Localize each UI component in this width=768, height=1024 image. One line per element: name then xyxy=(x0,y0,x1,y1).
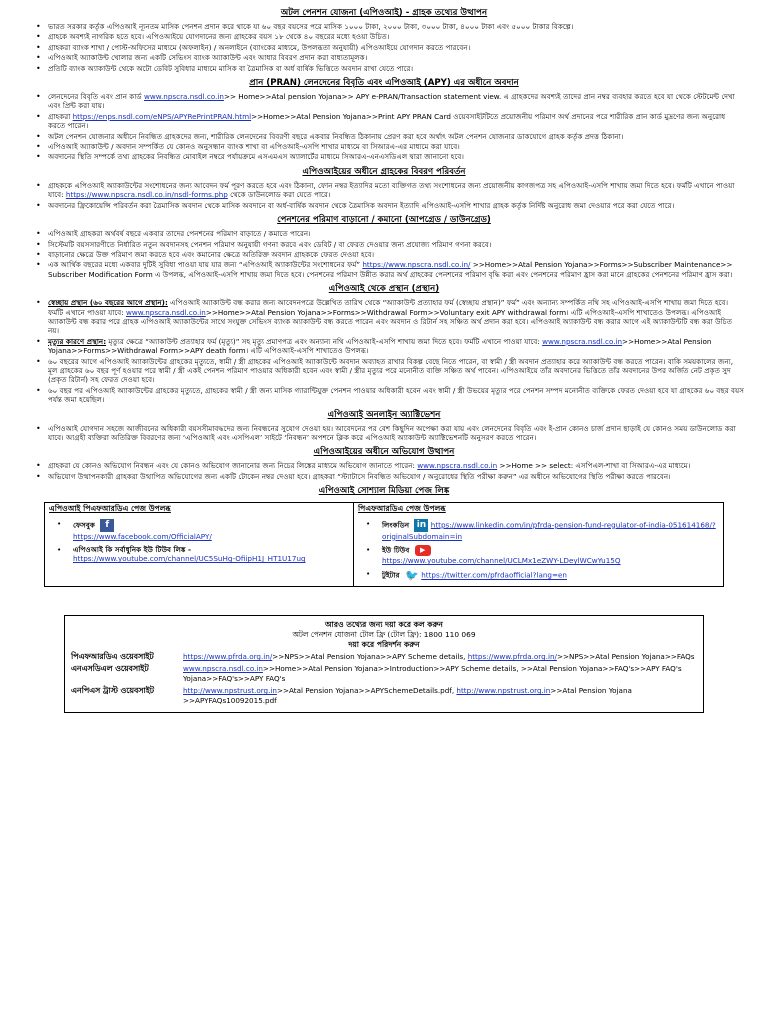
list-item: • গ্রাহককে এপিওআই অ্যাকাউন্টের সংশোধনের জন্য আবেদন ফর্ম পূরণ করতে হবে এবং ঠিকানা, ফোন নম্বর ইত্যাদির মতো ব্যক্তিগত তথ্য সংশোধনের জন্য প্রয়োজনীয় কাগজপত্র সহ এপিওআই-এসপি শাখায় জমা দিতে হবে। ফর্মটি এখানে পাওয়া যাবে: https://www.npscra.nsdl.co.in/nsdl-forms.php থেকে ডাউনলোড করা যেতে পারে। xyxy=(48,181,744,200)
nsdl-forms-link[interactable]: https://www.npscra.nsdl.co.in/nsdl-forms.php xyxy=(65,190,228,200)
nps-trust-website-row: এনপিএস ট্রাস্ট ওয়েবসাইট http://www.npstrust.org.in>>Atal Pension Yojana>>APYSchemeDetails.pdf, http://www.npstrust.org.in>>Atal Pension Yojana >>APYFAQs10092015.pdf xyxy=(71,686,632,706)
social-links-table xyxy=(44,502,724,587)
section-title-social: এপিওআই সোশ্যাল মিডিয়া পেজ লিঙ্ক xyxy=(318,486,450,497)
list-item: • এপিওআই যোগদান সহজে আজীবনের অধিকারী বয়সসীমাবদ্ধদের জন্য নিবন্ধনের সুযোগ দেওয়া হয়। আবেদনের পর বেশ কিছুদিন অপেক্ষা করা যায় এবং লেনদেনের বিবৃতি এবং ই-প্রান কোনও চার্জ প্রদান ছাড়াই যে কোনও সময় ডাউনলোড করা যাবে। আগ্রহী ব্যক্তিরা অতিরিক্ত বিবরণের জন্য ‘এপিওআই এবং এসপিএল’ সাইটে ‘নিবন্ধন’ অপশনে ক্লিক করে এপিওআই অ্যাকাউন্ট অ্যাক্টিভেশনটি অনুসরণ করতে পারেন। xyxy=(48,424,744,443)
section-title-grievance: এপিওআইয়ের অধীনে অভিযোগ উত্থাপন xyxy=(313,447,455,458)
section-title-exit: এপিওআই থেকে প্রস্থান (প্রস্থান) xyxy=(328,284,440,295)
npstrust-faq-link[interactable]: http://www.npstrust.org.in xyxy=(456,686,551,696)
pfrda-website-row: পিএফআরডিএ ওয়েবসাইট https://www.pfrda.org.in/>>NPS>>Atal Pension Yojana>>APY Scheme details, https://www.pfrda.org.in/>>NPS>>Atal Pension Yojana>>FAQs xyxy=(71,652,695,662)
linkedin-label: লিংকডিন xyxy=(382,520,410,530)
grievance-list xyxy=(24,461,744,481)
twitter-link[interactable]: https://twitter.com/pfrdaofficial?lang=en xyxy=(421,570,567,580)
list-item: • প্রতিটি ব্যাংক অ্যাকাউন্ট থেকে অটো ডেবিট সুবিধার মাধ্যমে মাসিক বা ত্রৈমাসিক বা অর্ধ বার্ষিক ভিত্তিতে অবদান রাখা যেতে পারে। xyxy=(48,64,744,73)
contact-box xyxy=(64,615,704,713)
list-item: • এপিওআই অ্যাকাউন্ট / অবদান সম্পর্কিত যে কোনও অনুসন্ধান ব্যাংক শাখা বা এপিওআই-এসপি শাখার মাধ্যমে বা সিআরএ-এর মাধ্যমে করা যাবে। xyxy=(48,142,744,151)
facebook-item xyxy=(49,519,349,541)
nsdl-website-label: এনএসডিএল ওয়েবসাইট xyxy=(71,664,149,674)
npscra-death-form-link[interactable]: www.npscra.nsdl.co.in xyxy=(542,336,623,346)
details-change-list xyxy=(24,181,744,210)
list-item: • অবদানের স্থিতি সম্পর্কে তথ্য গ্রাহকের নিবন্ধিত মোবাইল নম্বরে পর্যায়ক্রমে এসএমএস অ্যালার্টের মাধ্যমে সিআরএ-এনএসডিএল দ্বারা জানানো হবে। xyxy=(48,152,744,161)
pfrda-social-cell xyxy=(354,503,724,587)
toll-free-number: অটল পেনশন যোজনা টোল ফ্রি (টোল ফ্রি): 1800 110 069 xyxy=(292,630,476,640)
youtube-pfrda-label: ইউ টিউব xyxy=(382,545,410,555)
npscra-link[interactable]: www.npscra.nsdl.co.in xyxy=(144,92,224,102)
npscra-withdrawal-link[interactable]: www.npscra.nsdl.co.in xyxy=(125,307,206,317)
pfrda-website-label: পিএফআরডিএ ওয়েবসাইট xyxy=(71,652,154,662)
list-item: • অবদানের ফ্রিকোয়েন্সি পরিবর্তন করা ত্রৈমাসিক অবদান থেকে মাসিক অবদানে বা অর্ধ-বার্ষিক অবদান থেকে ত্রৈমাসিক অবদান ইত্যাদি এপিওআই-এসপি শাখার গ্রাহক কর্তৃক নির্দিষ্ট অনুরোধ জমা দেওয়ার পরে করা যেতে পারে। xyxy=(48,201,744,210)
youtube-icon: ▶ xyxy=(415,545,431,556)
npscra-grievance-link[interactable]: www.npscra.nsdl.co.in xyxy=(417,461,498,471)
online-activation-list xyxy=(24,424,744,443)
npstrust-link[interactable]: http://www.npstrust.org.in xyxy=(183,686,277,696)
list-item: • সিস্টেমটি বয়সসারণীতে নির্ধারিত নতুন অবদানসহ পেনশন পরিমাণ অনুযায়ী গণনা করবে এবং ডেবিট / বা ফেরত দেওয়ার জন্য প্রযোজ্য পরিমাণ গণনা করবে। xyxy=(48,240,744,249)
npscra-home-link[interactable]: https://www.npscra.nsdl.co.in/ xyxy=(362,260,471,270)
section-title-details-change: এপিওআইয়ের অধীনে গ্রাহকের বিবরণ পরিবর্তন xyxy=(302,166,466,177)
list-item: • গ্রাহকরা যে কোনও অভিযোগ নিবন্ধন এবং যে কোনও অভিযোগ জানানোর জন্য নিচের লিঙ্কের মাধ্যমে অভিযোগ জানাতে পারেন: www.npscra.nsdl.co.in >>Home >> select: এসপিএল-শাখা বা সিআরএ-এর মাধ্যমে। xyxy=(48,461,744,470)
list-item: • স্বেচ্ছায় প্রস্থান (৬০ বছরের আগে প্রস্থান): এপিওআই অ্যাকাউন্ট বন্ধ করার জন্য আবেদনপত্রে উল্লেখিত তারিখ থেকে “অ্যাকাউন্ট প্রত্যাহার ফর্ম (স্বেচ্ছায় প্রস্থান)” ফর্ম” এবং অন্যান্য সম্পর্কিত নথি সহ এপিওআই-এসপি শাখায় জমা দিতে হবে। ফর্মটি এখানে পাওয়া যাবে: www.npscra.nsdl.co.in>>Home>>Atal Pension Yojana>>Forms>>Withdrawal Form>>Voluntary exit APY withdrawal form। এটি এপিওআই-এসপি শাখাতেও উপলব্ধ। এপিওআই অ্যাকাউন্ট বন্ধ করার পরে গ্রাহক এপিওআই অ্যাকাউন্টের সাথে সংযুক্ত সেভিংস ব্যাংক অ্যাকাউন্ট বন্ধ করতে পারেন এবং অবদান ও রিটার্ন সহ সঞ্চিত অর্থ প্রদান করা হবে। এপিওআই অ্যাকাউন্ট বন্ধ করার আগে এই অ্যাকাউন্টটি বন্ধ করা উচিত নয়। xyxy=(48,298,744,336)
nsdl-link[interactable]: www.npscra.nsdl.co.in xyxy=(183,664,263,674)
nps-trust-website-label: এনপিএস ট্রাস্ট ওয়েবসাইট xyxy=(71,686,155,696)
linkedin-link[interactable]: https://www.linkedin.com/in/pfrda-pension-fund-regulator-of-india-051614168/?originalSubdomain=in xyxy=(382,520,716,541)
list-item: • এপিওআই অ্যাকাউন্ট খোলার জন্য একটি সেভিংস ব্যাংক অ্যাকাউন্ট এবং আধার বিবরণ প্রদান করা বাধ্যতামূলক। xyxy=(48,53,744,62)
contact-call-heading: আরও তথ্যের জন্য দয়া করে কল করুন xyxy=(325,620,443,630)
twitter-item xyxy=(358,569,719,582)
section-title-pension-amount: পেনশনের পরিমাণ বাড়ানো / কমানো (আপগ্রেড / ডাউনগ্রেড) xyxy=(277,215,491,226)
youtube-apy-link[interactable]: https://www.youtube.com/channel/UC5SuHg-OfiipH1J_HT1U17ug xyxy=(73,554,306,564)
list-item: • ৬০ বছরের আগে এপিওআই অ্যাকাউন্টের গ্রাহকের মৃত্যুতে, স্বামী / স্ত্রী গ্রাহকের এপিওআই অ্যাকাউন্টে অবদান অব্যাহত রাখার বিকল্প বেছে নিতে পারেন, বা স্বামী / স্ত্রী অবদান প্রত্যাহার করে অ্যাকাউন্ট বন্ধ করতে পারেন। বাকি সময়কালের জন্য, মূল গ্রাহকের ৬০ বছর পূর্ণ হওয়ার পরে স্বামী / স্ত্রী একই পেনশন পরিমাণ পাওয়ার অধিকারী হবেন এবং স্বামী / স্ত্রীর মৃত্যুর পরে মনোনীত ব্যক্তি সঞ্চিত অর্থ পাবেন। এপিওআইয়ে তাঁর অবদানের ভিত্তিতে তাঁর অবদানের উপর অর্জিত নেট প্রকৃত সুদ (প্রকৃত রিটার্ন) সহ ফেরত দেওয়া হবে। xyxy=(48,357,744,385)
nsdl-website-row: এনএসডিএল ওয়েবসাইট www.npscra.nsdl.co.in>>Home>>Atal Pension Yojana>>Introduction>>APY Scheme details, >>Atal Pension Yojana>>FAQ's>>APY FAQ's Yojana>>FAQ's>>APY FAQ's xyxy=(71,664,682,684)
section-title-pran: প্রান (PRAN) লেনদেনের বিবৃতি এবং এপিওআই (APY) এর অধীনে অবদান xyxy=(249,78,519,89)
intro-list xyxy=(24,22,744,73)
facebook-link[interactable]: https://www.facebook.com/OfficialAPY/ xyxy=(73,531,212,541)
list-item: • এপিওআই গ্রাহকরা অর্থবর্ষ বছরে একবার তাদের পেনশনের পরিমাণ বাড়াতে / কমাতে পারেন। xyxy=(48,229,744,238)
pension-amount-list xyxy=(24,229,744,279)
list-item: • গ্রাহকরা https://enps.nsdl.com/eNPS/APYRePrintPRAN.html>>Home>>Atal Pension Yojana>>Print APY PRAN Card ওয়েবসাইটটিতে প্রয়োজনীয় পরিমাণ অর্থ প্রদানের পরে শারীরিক প্রান কার্ড মুদ্রণের জন্য অনুরোধ করতে পারেন। xyxy=(48,112,744,131)
apy-social-cell xyxy=(45,503,354,587)
list-item: • অভিযোগ উত্থাপনকারী গ্রাহকরা উত্থাপিত অভিযোগের জন্য একটি টোকেন নম্বর দেওয়া হবে। গ্রাহকরা “স্ট্যাটাসে নিবন্ধিত অভিযোগ / অনুরোধের স্থিতি পরীক্ষা করুন” এর অধীনে অভিযোগের স্থিতি পরীক্ষা করতে পারবেন। xyxy=(48,472,744,481)
list-item: • এক আর্থিক বছরের মধ্যে একবার দুটিই সুবিধা পাওয়া যায় যার জন্য “এপিওআই অ্যাকাউন্টের সংশোধনের ফর্ম” https://www.npscra.nsdl.co.in/ >>Home>>Atal Pension Yojana>>Forms>>Subscriber Maintenance>> Subscriber Modification Form এ উপলব্ধ, এপিওআই-এসপি শাখায় জমা দিতে হবে। পেনশনের পরিমাণ উন্নীত করার অর্থ গ্রাহকের পেনশনের পরিমাণ বৃদ্ধি করা এবং পেনশনের পরিমাণ হ্রাস করা মানে গ্রাহকের পেনশনের পরিমাণ হ্রাস করা। xyxy=(48,260,744,279)
list-item: • ভারত সরকার কর্তৃক এপিওআই ন্যূনতম মাসিক পেনশন প্রদান করে থাকে যা ৬০ বছর বয়সের পরে মাসিক ১০০০ টাকা, ২০০০ টাকা, ৩০০০ টাকা, ৪০০০ টাকা এবং ৫০০০ টাকার বিকল্পে। xyxy=(48,22,744,31)
linkedin-icon: in xyxy=(414,519,428,532)
contact-visit-heading: দয়া করে পরিদর্শন করুন xyxy=(348,640,420,650)
pran-list xyxy=(24,92,744,162)
list-item: • মৃত্যুর কারণে প্রস্থান: মৃত্যুর ক্ষেত্রে “অ্যাকাউন্ট প্রত্যাহার ফর্ম (মৃত্যু)” সহ মৃত্যু প্রমাণপত্র এবং অন্যান্য নথি এপিওআই-এসপি শাখায় জমা দিতে হবে। ফর্মটি এখানে পাওয়া যাবে: www.npscra.nsdl.co.in>>Home>>Atal Pension Yojana>>Forms>>Withdrawal Form>>APY death form। এটি এপিওআই-এসপি শাখাতেও উপলব্ধ। xyxy=(48,337,744,356)
enps-reprint-link[interactable]: https://enps.nsdl.com/eNPS/APYRePrintPRAN.html xyxy=(72,111,252,121)
list-item: • লেনদেনের বিবৃতি এবং প্রান কার্ড www.npscra.nsdl.co.in>> Home>>Atal pension Yojana>> APY e-PRAN/Transaction statement view. এ গ্রাহকদের অবশ্যই তাদের প্রান নম্বর ব্যবহার করতে হবে যা থেকে স্টেটমেন্ট দেখা এবং প্রিন্ট করা যায়। xyxy=(48,92,744,111)
youtube-pfrda-link[interactable]: https://www.youtube.com/channel/UCLMx1eZWY-LDeylWCwYu15Q xyxy=(382,556,621,566)
youtube-apy-label: এপিওআই কি সর্বাধুনিক ইউ টিউব লিঙ্ক - xyxy=(73,545,191,555)
apy-social-header: এপিওআই পিএফআরডিএ পেজ উপলব্ধ xyxy=(49,504,171,514)
list-item: • অটল পেনশন যোজনার অধীনে নিবন্ধিত গ্রাহকদের জন্য, শারীরিক লেনদেনের বিবরণী বছরে একবার নিবন্ধিত ঠিকানায় প্রেরণ করা হবে অর্থাৎ অটল পেনশন যোজনার ডাকযোগে গ্রাহক কর্তৃক প্রদত্ত ঠিকানা। xyxy=(48,132,744,141)
facebook-label: ফেসবুক xyxy=(73,520,95,530)
page-title: অটল পেনশন যোজনা (এপিওআই) - গ্রাহক তথ্যের উত্থাপন xyxy=(280,8,488,18)
twitter-label: টুইটার xyxy=(382,570,400,580)
facebook-icon: f xyxy=(100,519,114,532)
list-item: • ৬০ বছর পর এপিওআই অ্যাকাউন্টের গ্রাহকের মৃত্যুতে, গ্রাহকের স্বামী / স্ত্রী জন্য মাসিক গ্যারান্টিযুক্ত পেনশন পাওয়ার অধিকারী হবেন এবং স্বামী / স্ত্রী উভয়ের মৃত্যুর পরে পেনশন সম্পদ মনোনীত ব্যক্তিকে ফেরত দেওয়া হবে যা গ্রাহকের ৬০ বছর বয়স পর্যন্ত জমা হয়েছিল। xyxy=(48,386,744,405)
list-item: • গ্রাহকে অবশ্যই নাগরিক হতে হবে। এপিওআইয়ে যোগদানের জন্য গ্রাহকের বয়স ১৮ থেকে ৪০ বছরের মধ্যে হওয়া উচিত। xyxy=(48,32,744,41)
pfrda-faq-link[interactable]: https://www.pfrda.org.in/ xyxy=(467,652,557,662)
twitter-icon: 🐦 xyxy=(405,569,419,583)
exit-list xyxy=(24,298,744,404)
section-title-online-activation: এপিওআই অনলাইন অ্যাক্টিভেশন xyxy=(327,409,441,420)
linkedin-item xyxy=(358,519,719,541)
youtube-pfrda-item xyxy=(358,545,719,565)
youtube-apy-item xyxy=(49,545,349,564)
list-item: • বাড়ানোর ক্ষেত্রে উক্ত পরিমাণ জমা করতে হবে এবং কমানোর ক্ষেত্রে অতিরিক্ত অবদান গ্রাহককে ফেরত দেওয়া হবে। xyxy=(48,250,744,259)
pfrda-link[interactable]: https://www.pfrda.org.in/ xyxy=(183,652,273,662)
list-item: • গ্রাহকরা ব্যাংক শাখা / পোস্ট-অফিসের মাধ্যমে (অফলাইন) / অনলাইনে (ব্যাংকের মাধ্যমে, উপলব্ধতা অনুযায়ী) এপিওআইয়ে যোগদান করতে পারবেন। xyxy=(48,43,744,52)
pfrda-social-header: পিএফআরডিএ পেজ উপলব্ধ xyxy=(358,504,446,514)
